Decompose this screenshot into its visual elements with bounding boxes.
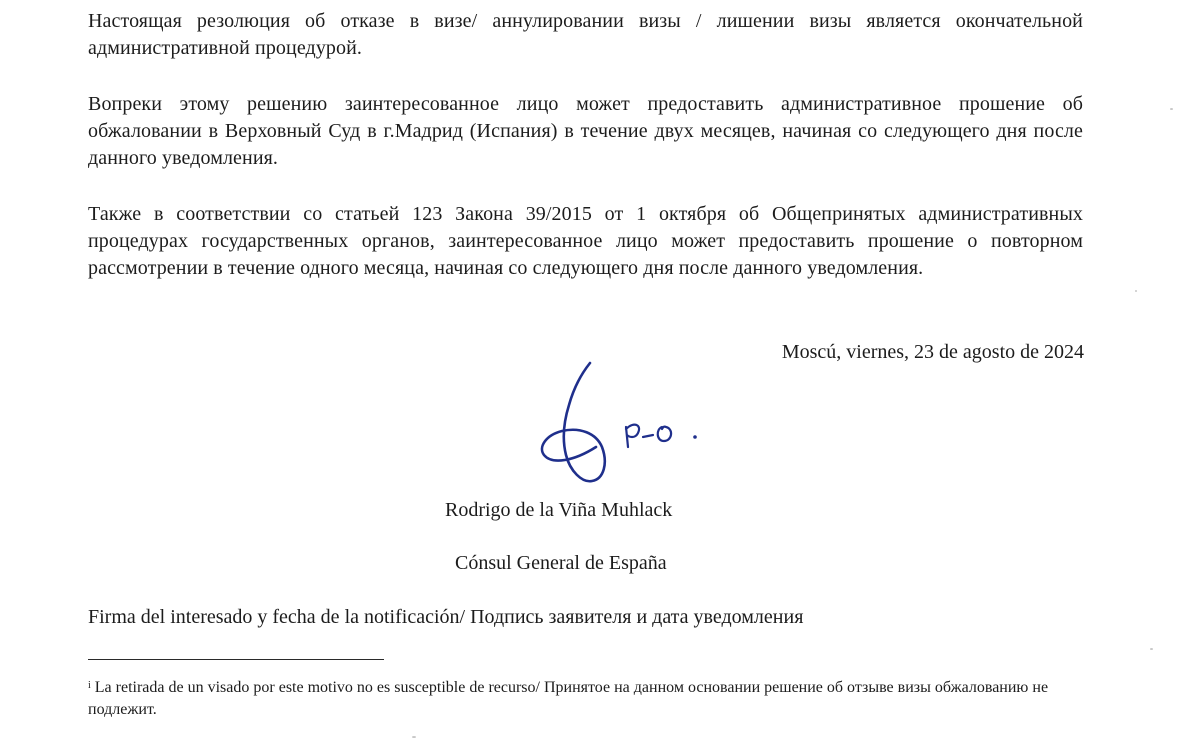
footnote-divider [88,659,384,660]
scan-speck [1150,648,1153,650]
signature-dash-stroke [643,435,653,437]
paragraph-reconsideration-request: Также в соответствии со статьей 123 Закона 39/2015 от 1 октября об Общепринятых административных процедурах государственных органов, заинтересованное лицо может предоставить прошение о повторном рассмотрении в течение одного месяца, начиная со следующего дня после данного уведомления. [88,203,1083,279]
place-and-date: Moscú, viernes, 23 de agosto de 2024 [781,341,1084,363]
scan-speck [412,736,416,738]
signer-title: Cónsul General de España [455,552,667,574]
scan-speck [1135,290,1137,292]
paragraph-final-procedure: Настоящая резолюция об отказе в визе/ аннулировании визы / лишении визы является окончательной административной процедурой. [88,10,1083,59]
signature-stroke [542,363,605,481]
scan-speck [1170,108,1173,110]
footnote-text: La retirada de un visado por este motivo no es susceptible de recurso/ Принятое на данном основании решение об отзыве визы обжалованию не подлежит. [88,679,1049,718]
signature-p-stroke [626,425,639,447]
footnote-marker: i [88,680,91,691]
notification-signature-line: Firma del interesado y fecha de la notificación/ Подпись заявителя и дата уведомления [88,606,804,628]
handwritten-signature [522,355,722,490]
signature-dot [693,435,697,439]
signer-name: Rodrigo de la Viña Muhlack [445,499,673,521]
signature-o-stroke [658,427,671,441]
paragraph-appeal-supreme-court: Вопреки этому решению заинтересованное лицо может предоставить административное прошение об обжаловании в Верховный Суд в г.Мадрид (Испания) в течение двух месяцев, начиная со следующего дня после данного уведомления. [88,93,1083,169]
footnote [88,677,1068,721]
